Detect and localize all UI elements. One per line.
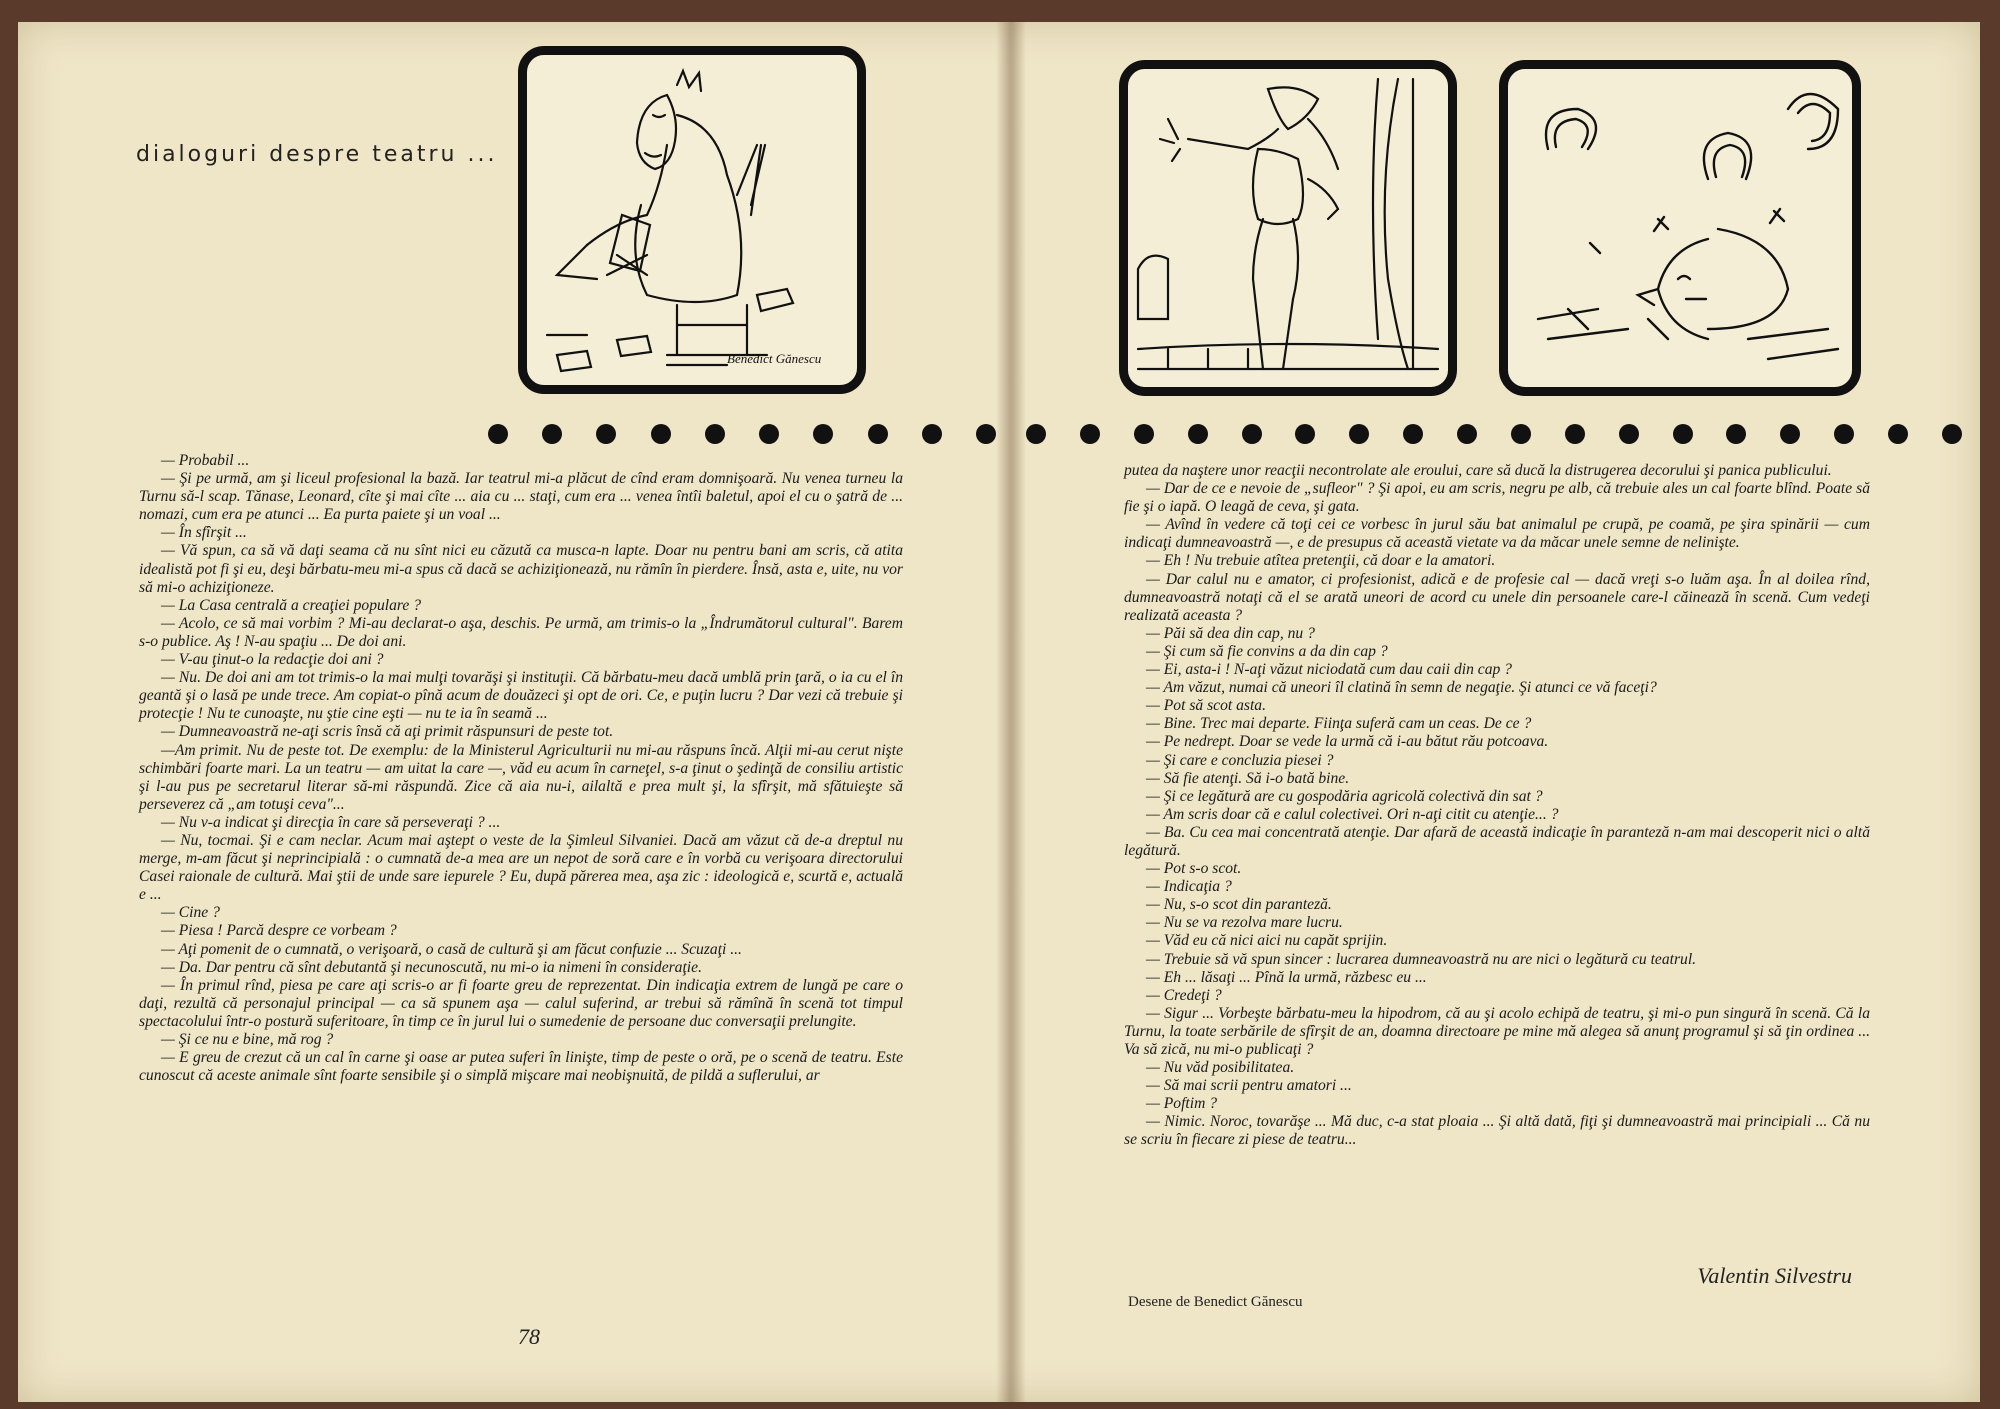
dialogue-paragraph: — La Casa centrală a creaţiei populare ? bbox=[161, 596, 422, 614]
dialogue-paragraph: — Şi cum să fie convins a da din cap ? bbox=[1146, 642, 1388, 660]
section-header: dialoguri despre teatru ... bbox=[136, 142, 498, 167]
dialogue-paragraph: — Da. Dar pentru că sînt debutantă şi necunoscută, nu mi-o ia nimeni în consideraţie. bbox=[161, 958, 702, 976]
dot bbox=[759, 424, 779, 444]
dialogue-paragraph: — Trebuie să vă spun sincer : lucrarea dumneavoastră nu are nici o legătură cu teatrul. bbox=[1146, 950, 1697, 968]
dialogue-paragraph: — În sfîrşit ... bbox=[161, 524, 247, 542]
page-number: 78 bbox=[518, 1324, 540, 1349]
dialogue-paragraph: — Să mai scrii pentru amatori ... bbox=[1146, 1077, 1352, 1095]
dialogue-paragraph: — E greu de crezut că un cal în carne şi oase ar putea suferi în linişte, timp de peste o oră, pe o scenă de teatru. Este cunoscut că aceste animale sînt foarte sensibile şi o simplă mişcare mai neobişnuită, de pildă a suflerului, ar bbox=[139, 1049, 903, 1085]
dialogue-paragraph: — Ba. Cu cea mai concentrată atenţie. Dar afară de această indicaţie în paranteză n-am mai descoperit nici o altă legătură. bbox=[1124, 823, 1870, 859]
right-page bbox=[1026, 22, 1980, 1402]
dialogue-paragraph: — Avînd în vedere că toţi cei ce vorbesc în jurul său bat animalul pe crupă, pe coamă, pe şira spinării — cum indicaţi dumneavoastră —, e de presupus că această vietate va da măcar unele semne de nelinişte. bbox=[1124, 516, 1870, 552]
book-gutter bbox=[996, 22, 1026, 1402]
dot bbox=[596, 424, 616, 444]
dot bbox=[488, 424, 508, 444]
dialogue-paragraph: — Vă spun, ca să vă daţi seama că nu sînt nici eu căzută ca musca-n lapte. Doar nu pentru bani am scris, că atita idealistă pot fi şi eu, deşi bărbatu-meu mi-a spus că dacă se achiziţionează, nu rămîn în pierdere. Însă, asta e, uite, nu vor să mi-o achiziţioneze. bbox=[139, 542, 903, 596]
dialogue-paragraph: — Şi ce legătură are cu gospodăria agricolă colectivă din sat ? bbox=[1146, 787, 1543, 805]
dot bbox=[1942, 424, 1962, 444]
dialogue-paragraph: — Dar de ce e nevoie de „sufleor" ? Şi apoi, eu am scris, negru pe alb, că trebuie ales un cal foarte blînd. Poate să fie şi o iapă. O leagă de ceva, şi gata. bbox=[1124, 480, 1870, 516]
dialogue-paragraph: — Cine ? bbox=[161, 904, 220, 922]
left-page bbox=[18, 22, 996, 1402]
dot bbox=[705, 424, 725, 444]
horseshoes-and-man-drawing-icon bbox=[1508, 69, 1852, 387]
dialogue-paragraph: — Eh ! Nu trebuie atîtea pretenţii, că doar e la amatori. bbox=[1146, 552, 1496, 570]
dot bbox=[976, 424, 996, 444]
author-signature: Valentin Silvestru bbox=[1697, 1263, 1852, 1288]
horse-actor-on-stage-drawing-icon bbox=[1128, 69, 1448, 387]
dot bbox=[651, 424, 671, 444]
dot bbox=[1026, 424, 1046, 444]
dot bbox=[1780, 424, 1800, 444]
dialogue-paragraph: — Sigur ... Vorbeşte bărbatu-meu la hipodrom, că au şi acolo echipă de teatru, şi mi-o pun singură în scenă. Că la Turnu, la toate serbările de sfîrşit de an, doamna directoare pe mine mă alegea să anunţ programul şi să ţin ordinea ... Va să zică, nu mi-o publicaţi ? bbox=[1124, 1004, 1870, 1058]
dot bbox=[1888, 424, 1908, 444]
dot bbox=[1565, 424, 1585, 444]
illustration-credit: Desene de Benedict Gănescu bbox=[1128, 1294, 1303, 1310]
dialogue-paragraph: — Şi care e concluzia piesei ? bbox=[1146, 751, 1334, 769]
dialogue-paragraph: — Nu, s-o scot din paranteză. bbox=[1146, 896, 1332, 914]
dot bbox=[1403, 424, 1423, 444]
dot-divider-right bbox=[1026, 424, 1962, 444]
dialogue-paragraph: putea da naştere unor reacţii necontrolate ale eroului, care să ducă la distrugerea decorului şi panica publicului. bbox=[1124, 462, 1832, 479]
horse-actor-illustration bbox=[1119, 60, 1457, 396]
dialogue-paragraph: — Credeţi ? bbox=[1146, 986, 1222, 1004]
dot bbox=[1349, 424, 1369, 444]
dialogue-paragraph: — Dar calul nu e amator, ci profesionist, adică e de profesie cal — dacă vreţi s-o luăm aşa. În al doilea rînd, dumneavoastră notaţi că el se arată uneori de acord cu unele din persoanele care-l căinează în scenă. Cum vedeţi realizată aceasta ? bbox=[1124, 570, 1870, 624]
dialogue-paragraph: — Eh ... lăsaţi ... Pînă la urmă, răzbesc eu ... bbox=[1146, 968, 1427, 986]
dot bbox=[1673, 424, 1693, 444]
dialogue-paragraph: — Păi să dea din cap, nu ? bbox=[1146, 624, 1315, 642]
dot bbox=[542, 424, 562, 444]
dialogue-paragraph: — Şi ce nu e bine, mă rog ? bbox=[161, 1031, 334, 1048]
dialogue-paragraph: — Indicaţia ? bbox=[1146, 878, 1232, 896]
dot bbox=[1726, 424, 1746, 444]
right-text-column bbox=[1124, 462, 1870, 1150]
illustration-signature: Benedict Gănescu bbox=[727, 351, 822, 366]
dialogue-paragraph: — Am văzut, numai că uneori îl clatină în semn de negaţie. Şi atunci ce vă faceţi? bbox=[1146, 679, 1657, 697]
dot bbox=[1242, 424, 1262, 444]
dot bbox=[922, 424, 942, 444]
dialogue-paragraph: — Nu se va rezolva mare lucru. bbox=[1146, 914, 1343, 932]
dialogue-paragraph: — Piesa ! Parcă despre ce vorbeam ? bbox=[161, 922, 397, 940]
dot bbox=[1619, 424, 1639, 444]
dialogue-paragraph: — Acolo, ce să mai vorbim ? Mi-au declarat-o aşa, deschis. Pe urmă, am trimis-o la „Îndrumătorul cultural". Barem s-o publice. Aş ! N-au spaţiu ... De doi ani. bbox=[139, 614, 903, 650]
seated-horse-illustration bbox=[518, 46, 866, 394]
dot bbox=[868, 424, 888, 444]
book-spread bbox=[18, 22, 1980, 1402]
dot-divider-left bbox=[488, 424, 996, 444]
dot bbox=[1457, 424, 1477, 444]
dot bbox=[1295, 424, 1315, 444]
dialogue-paragraph: — Să fie atenţi. Să i-o bată bine. bbox=[1146, 769, 1350, 787]
dialogue-paragraph: — Aţi pomenit de o cumnată, o verişoară, o casă de cultură şi am făcut confuzie ... Scuzaţi ... bbox=[161, 940, 742, 958]
dialogue-paragraph: — Nu, tocmai. Şi e cam neclar. Acum mai aştept o veste de la Şimleul Silvaniei. Dacă am văzut că de-a dreptul nu merge, m-am făcut şi neprincipială : o cumnată de-a mea are un nepot de soră care e în vorbă cu verişoara directorului Casei raionale de cultură. Mai ştii de unde sare iepurele ? Eu, după părerea mea, aşa zic : ideologică e, scurtă e, actuală e ... bbox=[139, 831, 903, 904]
seated-horse-drawing-icon bbox=[527, 55, 857, 385]
dialogue-paragraph: — Ei, asta-i ! N-aţi văzut niciodată cum dau caii din cap ? bbox=[1146, 661, 1512, 679]
dialogue-paragraph: — Pe nedrept. Doar se vede la urmă că i-au bătut rău potcoava. bbox=[1146, 733, 1549, 751]
dot bbox=[1834, 424, 1854, 444]
dialogue-paragraph: — Pot s-o scot. bbox=[1146, 860, 1242, 878]
dialogue-paragraph: — Văd eu că nici aici nu capăt sprijin. bbox=[1146, 932, 1388, 950]
dot bbox=[1188, 424, 1208, 444]
dialogue-paragraph: — Bine. Trec mai departe. Fiinţa suferă cam un ceas. De ce ? bbox=[1146, 715, 1532, 733]
dialogue-paragraph: — Şi pe urmă, am şi liceul profesional la bază. Iar teatrul mi-a plăcut de cînd eram domnişoară. Nu venea turneu la Turnu să-l scap. Tănase, Leonard, cîte şi mai cîte ... aia cu ... staţi, cum era ... venea întîi baletul, apoi el cu o şatră de ... nomazi, cum era pe atunci ... Ea purta paiete şi un voal ... bbox=[139, 470, 903, 524]
dialogue-paragraph: — Dumneavoastră ne-aţi scris însă că aţi primit răspunsuri de peste tot. bbox=[161, 723, 614, 741]
dot bbox=[1511, 424, 1531, 444]
dialogue-paragraph: — Nu văd posibilitatea. bbox=[1146, 1059, 1295, 1077]
dialogue-paragraph: — Nu. De doi ani am tot trimis-o la mai mulţi tovarăşi şi instituţii. Că bărbatu-meu dacă umblă prin ţară, o ia cu el în geantă şi o lasă pe unde trece. Am copiat-o pînă acum de douăzeci şi opt de ori. Ce, e puţin lucru ? Dar vezi că trebuie şi protecţie ! Nu te cunoaşte, nu ştie cine eşti — nu te ia în seamă ... bbox=[139, 669, 903, 723]
dialogue-paragraph: — Am scris doar că e calul colectivei. Ori n-aţi citit cu atenţie... ? bbox=[1146, 805, 1559, 823]
horseshoes-man-illustration bbox=[1499, 60, 1861, 396]
dialogue-paragraph: — V-au ţinut-o la redacţie doi ani ? bbox=[161, 651, 384, 669]
dialogue-paragraph: — Nu v-a indicat şi direcţia în care să perseveraţi ? ... bbox=[161, 813, 501, 831]
dialogue-paragraph: — Nimic. Noroc, tovarăşe ... Mă duc, c-a stat ploaia ... Şi altă dată, fiţi şi dumneavoastră mai principiali ... Că nu se scriu în fiecare zi piese de teatru... bbox=[1124, 1113, 1870, 1149]
dialogue-paragraph: —Am primit. Nu de peste tot. De exemplu: de la Ministerul Agriculturii nu mi-au răspuns încă. Alţii mi-au cerut nişte schimbări foarte mari. La un teatru — am uitat la care —, văd eu acum în carneţel, s-a ţinut o şedinţă de consiliu artistic şi l-au pus pe secretarul literar să-mi răspundă. Zice că aia nu-i, ailaltă e prea mult şi, la sfîrşit, mă sfătuieşte să perseverez că „am totuşi ceva"... bbox=[139, 741, 903, 813]
dot bbox=[1134, 424, 1154, 444]
dot bbox=[1080, 424, 1100, 444]
dialogue-paragraph: — Pot să scot asta. bbox=[1146, 697, 1266, 715]
dialogue-paragraph: — Probabil ... bbox=[161, 452, 250, 469]
dialogue-paragraph: — Poftim ? bbox=[1146, 1095, 1218, 1113]
dot bbox=[813, 424, 833, 444]
dialogue-paragraph: — În primul rînd, piesa pe care aţi scris-o ar fi foarte greu de reprezentat. Din indicaţia extrem de lungă pe care o daţi, rezultă că personajul principal — ca să spunem aşa — calul suferind, ar trebui să rămînă în scenă tot timpul spectacolului într-o postură suferitoare, în timp ce în jurul lui o sumedenie de persoane duc conversaţii prelungite. bbox=[139, 976, 903, 1030]
left-text-column bbox=[139, 452, 903, 1085]
